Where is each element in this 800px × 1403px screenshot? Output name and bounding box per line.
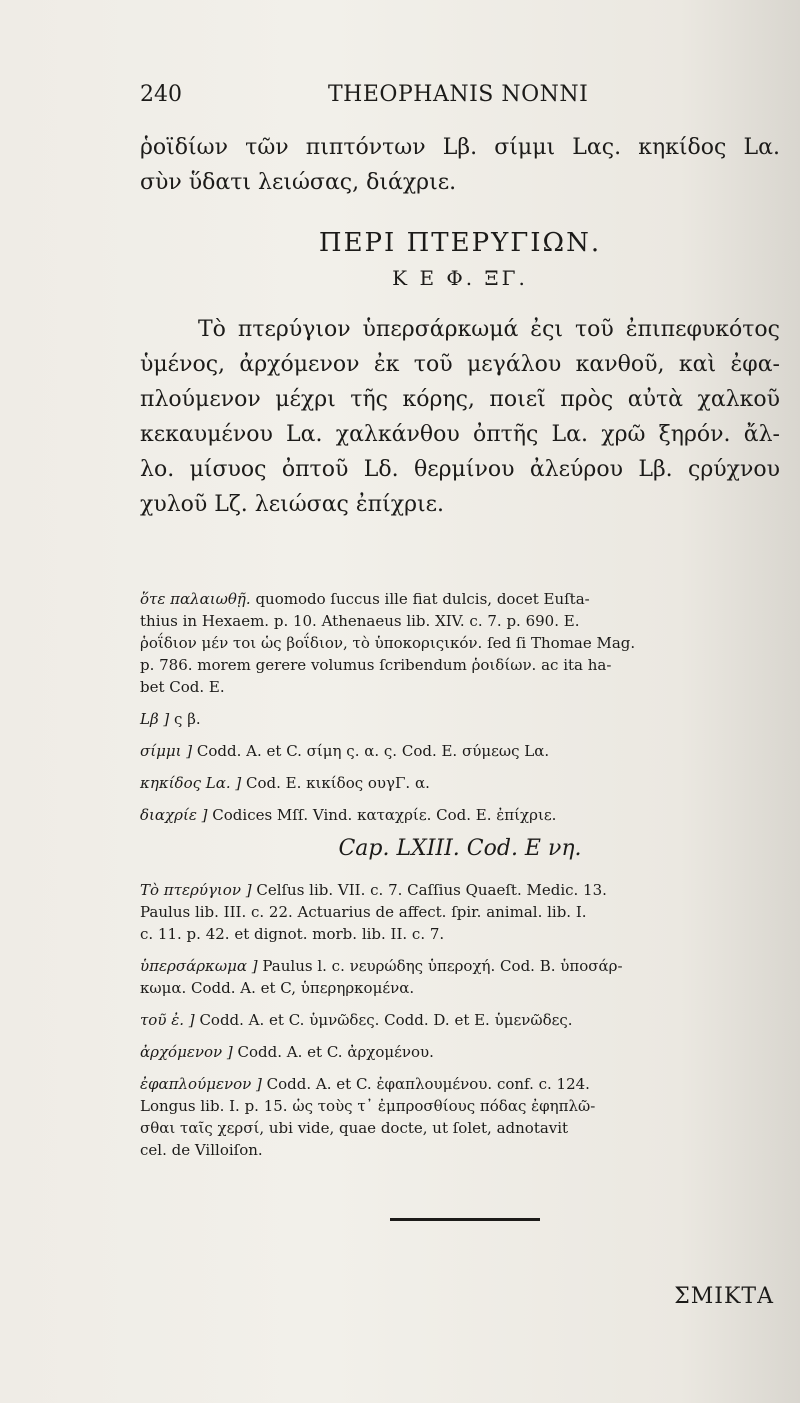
- body-line: σὺν ὕδατι λειώσας, διάχριε.: [140, 170, 457, 195]
- note-lemma: ἀρχόμενον ]: [140, 1043, 233, 1061]
- note-text: quomodo ſuccus ille fiat dulcis, docet Euſta-: [255, 590, 590, 608]
- chapter-line: χυλοῦ Lζ. λειώσας ἐπίχριε.: [140, 492, 445, 517]
- footnotes: [140, 588, 780, 1171]
- note-text: p. 786. morem gerere volumus ſcribendum ῥοιδίων. ac ita ha-: [140, 656, 612, 674]
- catchword: ΣΜΙΚΤΑ: [674, 1284, 774, 1309]
- footnote: [140, 1041, 780, 1063]
- footnote: [140, 708, 780, 730]
- note-text: κωμα. Codd. A. et C, ὑπερηρκομένα.: [140, 979, 415, 997]
- note-lemma: ὅτε παλαιωθῇ.: [140, 590, 251, 608]
- cap-heading: Cap. LXIII. Cod. E νη.: [338, 836, 582, 861]
- section-title: ΠΕΡΙ ΠΤΕΡΥΓΙΩΝ.: [318, 228, 602, 258]
- note-text: Paulus l. c. νευρώδης ὑπεροχή. Cod. B. ὑποσάρ-: [262, 957, 623, 975]
- note-text: c. 11. p. 42. et dignot. morb. lib. II. c. 7.: [140, 925, 445, 943]
- page-header: [140, 78, 780, 112]
- note-text: Codices Mſſ. Vind. καταχρίε. Cod. E. ἐπίχριε.: [212, 806, 557, 824]
- note-text: ῥοΐδιον μέν τοι ὡς βοΐδιον, τὸ ὑποκοριςικόν. ſed ſi Thomae Mag.: [140, 634, 636, 652]
- note-text: cel. de Villoiſon.: [140, 1141, 263, 1159]
- body-line: ῥοϊδίων τῶν πιπτόντων Lβ. σίμμι Lας. κηκίδος Lα.: [140, 135, 780, 160]
- note-text: Codd. A. et C. ὑμνῶδες. Codd. D. et E. ὑμενῶδες.: [199, 1011, 573, 1029]
- footnote: [140, 879, 780, 945]
- note-lemma: κηκίδος Lα. ]: [140, 774, 242, 792]
- note-text: σθαι ταῖς χερσί, ubi vide, quae docte, ut ſolet, adnotavit: [140, 1119, 569, 1137]
- footnote: [140, 1009, 780, 1031]
- footnote: [140, 588, 780, 698]
- chapter-line: ὑμένος, ἀρχόμενον ἐκ τοῦ μεγάλου κανθοῦ, καὶ ἐφα-: [140, 352, 780, 377]
- note-lemma: ἐφαπλούμενον ]: [140, 1075, 262, 1093]
- note-text: Longus lib. I. p. 15. ὡς τοὺς τ᾽ ἐμπροσθίους πόδας ἐφηπλῶ-: [140, 1097, 596, 1115]
- note-text: thius in Hexaem. p. 10. Athenaeus lib. XIV. c. 7. p. 690. E.: [140, 612, 580, 630]
- note-lemma: τοῦ ἐ. ]: [140, 1011, 195, 1029]
- chapter-line: Τὸ πτερύγιον ὑπερσάρκωμά ἐςι τοῦ ἐπιπεφυκότος: [198, 317, 780, 342]
- footnote: [140, 772, 780, 794]
- footnote: [140, 804, 780, 826]
- note-text: ς β.: [174, 710, 201, 728]
- note-lemma: ὑπερσάρκωμα ]: [140, 957, 258, 975]
- note-lemma: Τὸ πτερύγιον ]: [140, 881, 252, 899]
- note-text: Codd. A. et C. ἀρχομένου.: [237, 1043, 434, 1061]
- note-text: bet Cod. E.: [140, 678, 225, 696]
- note-text: Celſus lib. VII. c. 7. Caſſius Quaeſt. Medic. 13.: [256, 881, 607, 899]
- main-text: [140, 130, 780, 522]
- footnote: [140, 955, 780, 999]
- note-text: Codd. A. et C. ἐφαπλουμένου. conf. c. 124.: [266, 1075, 590, 1093]
- running-head: THEOPHANIS NONNI: [328, 82, 589, 107]
- note-lemma: Lβ ]: [140, 710, 170, 728]
- footnote: [140, 740, 780, 762]
- chapter-label: Κ Ε Φ. ΞΓ.: [392, 266, 528, 290]
- chapter-line: πλούμενον μέχρι τῆς κόρης, ποιεῖ πρὸς αὐτὰ χαλκοῦ: [140, 387, 780, 412]
- page-number: 240: [140, 82, 182, 107]
- note-text: Cod. E. κικίδος ουγΓ. α.: [246, 774, 430, 792]
- chapter-line: λο. μίσυος ὀπτοῦ Lδ. θερμίνου ἀλεύρου Lβ. ςρύχνου: [140, 457, 780, 482]
- closing-rule: [390, 1218, 540, 1221]
- chapter-line: κεκαυμένου Lα. χαλκάνθου ὀπτῆς Lα. χρῶ ξηρόν. ἄλ-: [140, 422, 780, 447]
- note-lemma: σίμμι ]: [140, 742, 193, 760]
- note-text: Codd. A. et C. σίμη ς. α. ς. Cod. E. σύμεως Lα.: [196, 742, 550, 760]
- note-text: Paulus lib. III. c. 22. Actuarius de affect. ſpir. animal. lib. I.: [140, 903, 587, 921]
- footnote: [140, 1073, 780, 1161]
- note-lemma: διαχρίε ]: [140, 806, 208, 824]
